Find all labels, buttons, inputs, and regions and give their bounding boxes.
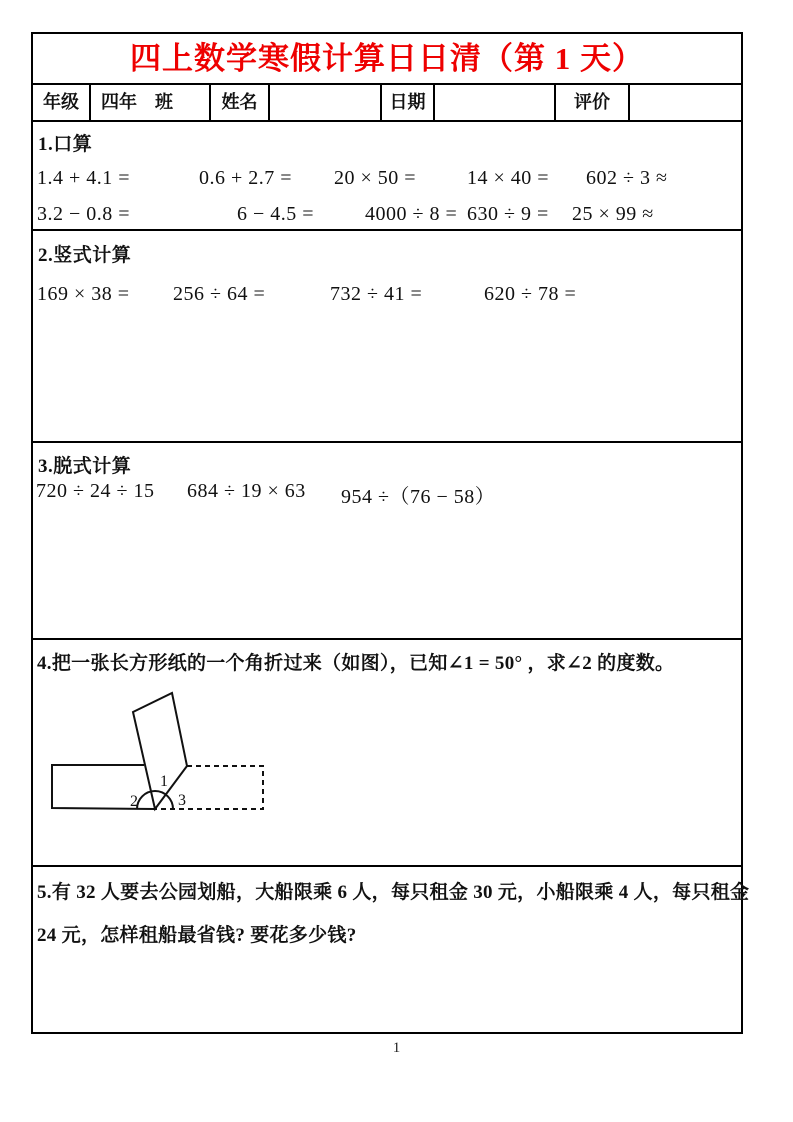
fold-rect-solid (52, 765, 155, 809)
angle-label-3: 3 (178, 792, 186, 809)
equation: 256 ÷ 64 = (173, 283, 266, 305)
eval-label-cell: 评价 (556, 85, 630, 120)
equation: 0.6 + 2.7 = (199, 167, 293, 189)
equation: 25 × 99 ≈ (572, 203, 654, 225)
equation: 630 ÷ 9 = (467, 203, 549, 225)
problem-text: 4.把一张长方形纸的一个角折过来（如图），已知∠1 = 50° ，求∠2 的度数。 (37, 653, 675, 674)
section-heading: 1.口算 (38, 134, 93, 155)
angle-label-1: 1 (160, 773, 168, 790)
name-value-cell (270, 85, 382, 120)
equation: 684 ÷ 19 × 63 (187, 480, 306, 502)
angle-label-2: 2 (130, 793, 138, 810)
page-number: 1 (392, 1040, 401, 1056)
equation: 954 ÷（76 − 58） (341, 486, 496, 508)
title-row (33, 34, 741, 85)
section-boats-row (33, 867, 750, 1032)
section-heading: 2.竖式计算 (38, 245, 132, 266)
equation: 3.2 − 0.8 = (37, 203, 131, 225)
worksheet-title: 四上数学寒假计算日日清（第 1 天） (130, 41, 644, 76)
date-value-cell (435, 85, 556, 120)
section-oral-row (33, 122, 741, 231)
equation: 20 × 50 = (334, 167, 417, 189)
equation: 6 − 4.5 = (237, 203, 315, 225)
grade-value-cell: 四年 班 (91, 85, 211, 120)
eval-value-cell (630, 85, 741, 120)
name-label-cell: 姓名 (211, 85, 270, 120)
equation: 602 ÷ 3 ≈ (586, 167, 668, 189)
section-heading: 3.脱式计算 (38, 456, 132, 477)
header-row (33, 85, 741, 122)
equation: 169 × 38 = (37, 283, 130, 305)
equation: 1.4 + 4.1 = (37, 167, 131, 189)
grade-label-cell: 年级 (33, 85, 91, 120)
problem-text-line1: 5.有 32 人要去公园划船，大船限乘 6 人，每只租金 30 元，小船限乘 4 人，每只租金 (37, 882, 750, 903)
equation: 620 ÷ 78 = (484, 283, 577, 305)
section-stepwise-row (33, 443, 741, 640)
equation: 732 ÷ 41 = (330, 283, 423, 305)
equation: 720 ÷ 24 ÷ 15 (36, 480, 155, 502)
worksheet-table (31, 32, 750, 1034)
section-vertical-row (33, 231, 741, 443)
equation: 4000 ÷ 8 = (365, 203, 458, 225)
section-fold-row (33, 640, 741, 867)
fold-figure (38, 685, 288, 845)
problem-text-line2: 24 元，怎样租船最省钱? 要花多少钱? (37, 925, 357, 946)
equation: 14 × 40 = (467, 167, 550, 189)
date-label-cell: 日期 (382, 85, 435, 120)
